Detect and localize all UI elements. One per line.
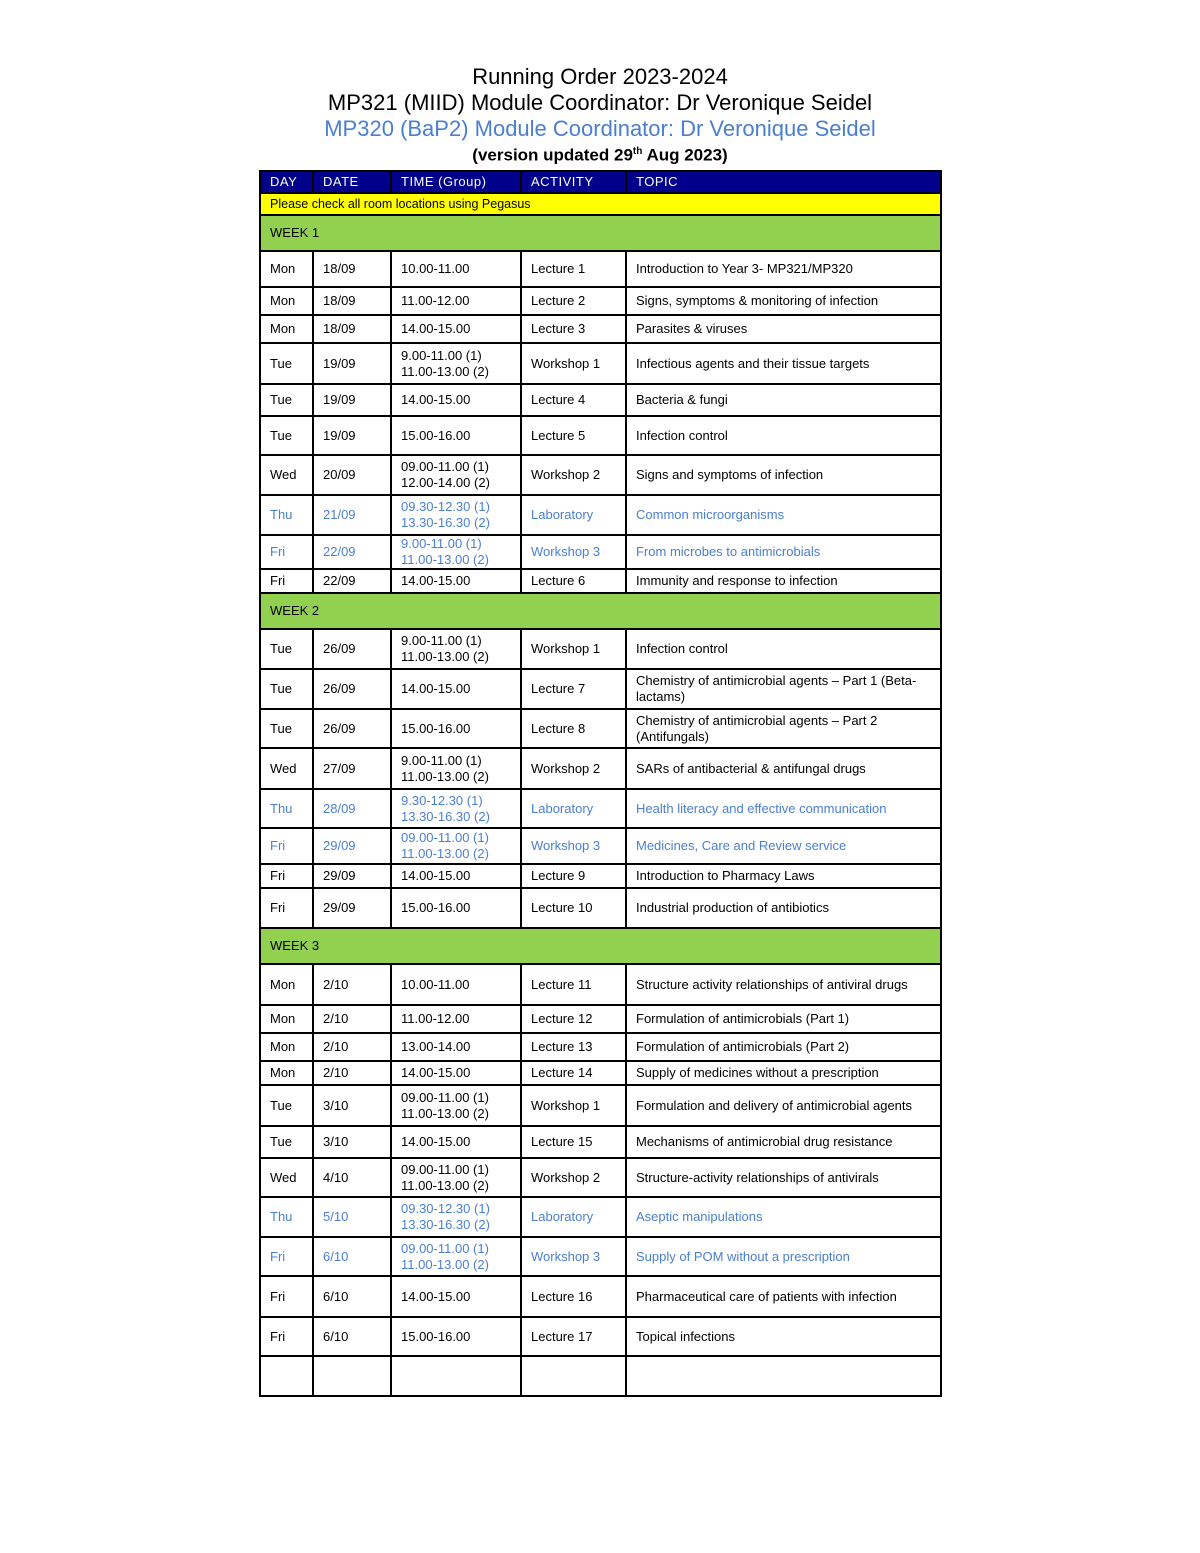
week-row — [260, 593, 941, 629]
topic-cell: Infection control — [626, 629, 941, 669]
time-slot: 13.30-16.30 (2) — [401, 808, 490, 824]
time-cell — [391, 1005, 521, 1033]
day-cell: Fri — [260, 828, 313, 864]
time-slot: 9.00-11.00 (1) — [401, 347, 482, 363]
time-cell — [391, 629, 521, 669]
week-label: WEEK 3 — [260, 928, 941, 964]
topic-cell: Supply of medicines without a prescription — [626, 1061, 941, 1085]
table-row — [260, 1033, 941, 1061]
time-cell — [391, 888, 521, 928]
time-slot: 11.00-12.00 — [401, 293, 470, 308]
activity-cell: Lecture 16 — [521, 1276, 626, 1317]
activity-cell: Lecture 10 — [521, 888, 626, 928]
week-row — [260, 928, 941, 964]
day-cell: Wed — [260, 748, 313, 789]
table-row — [260, 964, 941, 1005]
column-header-topic: TOPIC — [626, 171, 941, 193]
table-row — [260, 495, 941, 535]
empty-cell — [260, 1356, 313, 1396]
time-slot: 9.00-11.00 (1) — [401, 536, 482, 551]
date-cell: 2/10 — [313, 964, 391, 1005]
activity-cell: Workshop 1 — [521, 629, 626, 669]
topic-cell: Structure-activity relationships of antivirals — [626, 1158, 941, 1197]
time-slot: 14.00-15.00 — [401, 1065, 471, 1080]
time-slot: 9.00-11.00 (1) — [401, 633, 482, 648]
day-cell: Fri — [260, 569, 313, 593]
activity-cell: Lecture 1 — [521, 251, 626, 287]
time-cell — [391, 748, 521, 789]
document-title: Running Order 2023-2024 — [472, 64, 728, 89]
time-slot: 15.00-16.00 — [401, 427, 471, 443]
table-row — [260, 535, 941, 569]
time-cell — [391, 1085, 521, 1126]
topic-cell: Formulation and delivery of antimicrobial agents — [626, 1085, 941, 1126]
table-row — [260, 669, 941, 709]
time-slot: 12.00-14.00 (2) — [401, 475, 490, 490]
time-slot: 09.00-11.00 (1) — [401, 459, 489, 474]
topic-cell: Topical infections — [626, 1317, 941, 1356]
table-row — [260, 864, 941, 888]
topic-cell: Structure activity relationships of antiviral drugs — [626, 964, 941, 1005]
topic-cell: Signs and symptoms of infection — [626, 455, 941, 495]
day-cell: Mon — [260, 964, 313, 1005]
activity-cell: Lecture 11 — [521, 964, 626, 1005]
date-cell: 2/10 — [313, 1005, 391, 1033]
time-cell — [391, 455, 521, 495]
time-cell — [391, 416, 521, 455]
day-cell: Thu — [260, 789, 313, 828]
time-slot: 11.00-13.00 (2) — [401, 552, 489, 567]
topic-cell: Parasites & viruses — [626, 315, 941, 343]
column-header-date: DATE — [313, 171, 391, 193]
table-row — [260, 629, 941, 669]
topic-cell: Mechanisms of antimicrobial drug resistance — [626, 1126, 941, 1158]
activity-cell: Lecture 14 — [521, 1061, 626, 1085]
topic-cell: Pharmaceutical care of patients with infection — [626, 1276, 941, 1317]
day-cell: Fri — [260, 864, 313, 888]
topic-cell: Health literacy and effective communication — [626, 789, 941, 828]
activity-cell: Workshop 1 — [521, 343, 626, 384]
activity-cell: Lecture 13 — [521, 1033, 626, 1061]
day-cell: Tue — [260, 629, 313, 669]
date-cell: 19/09 — [313, 384, 391, 416]
date-cell: 19/09 — [313, 416, 391, 455]
date-cell: 18/09 — [313, 287, 391, 315]
time-cell — [391, 1197, 521, 1237]
time-cell — [391, 384, 521, 416]
date-cell: 18/09 — [313, 251, 391, 287]
date-cell: 20/09 — [313, 455, 391, 495]
time-cell — [391, 343, 521, 384]
table-row — [260, 416, 941, 455]
time-cell — [391, 287, 521, 315]
week-label: WEEK 2 — [260, 593, 941, 629]
day-cell: Mon — [260, 1033, 313, 1061]
table-row — [260, 1237, 941, 1276]
time-cell — [391, 1126, 521, 1158]
activity-cell: Workshop 3 — [521, 1237, 626, 1276]
time-slot: 9.30-12.30 (1) — [401, 792, 483, 808]
empty-cell — [313, 1356, 391, 1396]
week-row — [260, 215, 941, 251]
topic-cell: Aseptic manipulations — [626, 1197, 941, 1237]
date-cell: 18/09 — [313, 315, 391, 343]
time-slot: 15.00-16.00 — [401, 1328, 471, 1344]
time-cell — [391, 789, 521, 828]
day-cell: Fri — [260, 888, 313, 928]
table-row — [260, 748, 941, 789]
table-row — [260, 888, 941, 928]
date-cell: 26/09 — [313, 709, 391, 748]
time-slot: 11.00-13.00 (2) — [401, 649, 489, 664]
topic-cell: Industrial production of antibiotics — [626, 888, 941, 928]
mp320-coordinator: MP320 (BaP2) Module Coordinator: Dr Veronique Seidel — [324, 116, 876, 141]
table-row — [260, 1005, 941, 1033]
date-cell: 21/09 — [313, 495, 391, 535]
table-row — [260, 455, 941, 495]
date-cell: 29/09 — [313, 828, 391, 864]
time-cell — [391, 1317, 521, 1356]
time-slot: 13.30-16.30 (2) — [401, 515, 490, 530]
date-cell: 3/10 — [313, 1085, 391, 1126]
table-row — [260, 1085, 941, 1126]
topic-cell: Infectious agents and their tissue targets — [626, 343, 941, 384]
table-row — [260, 315, 941, 343]
day-cell: Fri — [260, 1237, 313, 1276]
activity-cell: Workshop 3 — [521, 828, 626, 864]
day-cell: Mon — [260, 287, 313, 315]
time-slot: 14.00-15.00 — [401, 1134, 471, 1149]
running-order-table — [259, 170, 942, 1397]
time-slot: 14.00-15.00 — [401, 1288, 471, 1304]
empty-cell — [521, 1356, 626, 1396]
time-cell — [391, 1158, 521, 1197]
time-cell — [391, 251, 521, 287]
time-slot: 13.00-14.00 — [401, 1039, 471, 1054]
version-note: (version updated 29th Aug 2023) — [472, 145, 728, 165]
activity-cell: Laboratory — [521, 789, 626, 828]
column-header-time: TIME (Group) — [391, 171, 521, 193]
mp321-coordinator: MP321 (MIID) Module Coordinator: Dr Veronique Seidel — [327, 90, 873, 115]
date-cell: 6/10 — [313, 1237, 391, 1276]
date-cell: 2/10 — [313, 1061, 391, 1085]
topic-cell: Introduction to Pharmacy Laws — [626, 864, 941, 888]
topic-cell: Introduction to Year 3- MP321/MP320 — [626, 251, 941, 287]
day-cell: Wed — [260, 1158, 313, 1197]
date-cell: 5/10 — [313, 1197, 391, 1237]
column-header-activity: ACTIVITY — [521, 171, 626, 193]
topic-cell: From microbes to antimicrobials — [626, 535, 941, 569]
empty-row — [260, 1356, 941, 1396]
time-cell — [391, 964, 521, 1005]
column-header-day: DAY — [260, 171, 313, 193]
activity-cell: Lecture 4 — [521, 384, 626, 416]
table-row — [260, 1158, 941, 1197]
time-slot: 09.00-11.00 (1) — [401, 1240, 489, 1256]
time-slot: 11.00-13.00 (2) — [401, 363, 489, 379]
date-cell: 19/09 — [313, 343, 391, 384]
time-slot: 9.00-11.00 (1) — [401, 752, 482, 768]
time-cell — [391, 1237, 521, 1276]
time-cell — [391, 709, 521, 748]
topic-cell: Infection control — [626, 416, 941, 455]
room-notice: Please check all room locations using Pegasus — [260, 193, 941, 215]
table-row — [260, 1197, 941, 1237]
table-row — [260, 251, 941, 287]
day-cell: Tue — [260, 669, 313, 709]
time-cell — [391, 315, 521, 343]
table-row — [260, 1061, 941, 1085]
time-slot: 09.00-11.00 (1) — [401, 830, 489, 845]
date-cell: 4/10 — [313, 1158, 391, 1197]
date-cell: 26/09 — [313, 629, 391, 669]
date-cell: 3/10 — [313, 1126, 391, 1158]
table-row — [260, 1276, 941, 1317]
table-row — [260, 789, 941, 828]
topic-cell: Bacteria & fungi — [626, 384, 941, 416]
activity-cell: Lecture 3 — [521, 315, 626, 343]
time-cell — [391, 669, 521, 709]
activity-cell: Lecture 5 — [521, 416, 626, 455]
time-slot: 14.00-15.00 — [401, 573, 471, 588]
time-slot: 11.00-13.00 (2) — [401, 1256, 489, 1272]
activity-cell: Laboratory — [521, 1197, 626, 1237]
activity-cell: Lecture 9 — [521, 864, 626, 888]
date-cell: 22/09 — [313, 535, 391, 569]
table-row — [260, 569, 941, 593]
day-cell: Tue — [260, 709, 313, 748]
time-cell — [391, 569, 521, 593]
day-cell: Tue — [260, 416, 313, 455]
empty-cell — [626, 1356, 941, 1396]
time-cell — [391, 1061, 521, 1085]
topic-cell: Signs, symptoms & monitoring of infection — [626, 287, 941, 315]
table-row — [260, 1126, 941, 1158]
day-cell: Mon — [260, 1005, 313, 1033]
day-cell: Tue — [260, 343, 313, 384]
activity-cell: Lecture 17 — [521, 1317, 626, 1356]
time-slot: 09.00-11.00 (1) — [401, 1161, 489, 1177]
date-cell: 29/09 — [313, 888, 391, 928]
day-cell: Tue — [260, 1085, 313, 1126]
activity-cell: Workshop 2 — [521, 455, 626, 495]
time-cell — [391, 1033, 521, 1061]
topic-cell: Supply of POM without a prescription — [626, 1237, 941, 1276]
activity-cell: Workshop 2 — [521, 1158, 626, 1197]
table-row — [260, 384, 941, 416]
topic-cell: Chemistry of antimicrobial agents – Part 2 (Antifungals) — [626, 709, 941, 748]
time-slot: 11.00-13.00 (2) — [401, 1105, 489, 1121]
time-slot: 15.00-16.00 — [401, 900, 471, 915]
time-cell — [391, 828, 521, 864]
time-cell — [391, 864, 521, 888]
room-notice-row — [260, 193, 941, 215]
topic-cell: SARs of antibacterial & antifungal drugs — [626, 748, 941, 789]
table-row — [260, 709, 941, 748]
topic-cell: Immunity and response to infection — [626, 569, 941, 593]
table-row — [260, 287, 941, 315]
day-cell: Fri — [260, 1276, 313, 1317]
activity-cell: Laboratory — [521, 495, 626, 535]
date-cell: 22/09 — [313, 569, 391, 593]
activity-cell: Lecture 6 — [521, 569, 626, 593]
activity-cell: Workshop 1 — [521, 1085, 626, 1126]
day-cell: Thu — [260, 495, 313, 535]
time-slot: 14.00-15.00 — [401, 681, 471, 696]
time-slot: 10.00-11.00 — [401, 261, 470, 276]
time-slot: 10.00-11.00 — [401, 976, 470, 992]
activity-cell: Lecture 12 — [521, 1005, 626, 1033]
date-cell: 2/10 — [313, 1033, 391, 1061]
topic-cell: Formulation of antimicrobials (Part 2) — [626, 1033, 941, 1061]
time-slot: 09.30-12.30 (1) — [401, 1201, 490, 1216]
activity-cell: Lecture 15 — [521, 1126, 626, 1158]
topic-cell: Formulation of antimicrobials (Part 1) — [626, 1005, 941, 1033]
activity-cell: Workshop 2 — [521, 748, 626, 789]
topic-cell: Chemistry of antimicrobial agents – Part 1 (Beta-lactams) — [626, 669, 941, 709]
day-cell: Wed — [260, 455, 313, 495]
time-cell — [391, 495, 521, 535]
week-label: WEEK 1 — [260, 215, 941, 251]
table-row — [260, 1317, 941, 1356]
date-cell: 29/09 — [313, 864, 391, 888]
time-slot: 11.00-13.00 (2) — [401, 1177, 489, 1193]
activity-cell: Lecture 8 — [521, 709, 626, 748]
time-slot: 09.00-11.00 (1) — [401, 1089, 489, 1105]
date-cell: 26/09 — [313, 669, 391, 709]
time-slot: 14.00-15.00 — [401, 868, 471, 883]
empty-cell — [391, 1356, 521, 1396]
date-cell: 6/10 — [313, 1276, 391, 1317]
time-slot: 15.00-16.00 — [401, 720, 471, 736]
day-cell: Thu — [260, 1197, 313, 1237]
time-slot: 14.00-15.00 — [401, 321, 471, 336]
time-slot: 13.30-16.30 (2) — [401, 1217, 490, 1232]
time-slot: 09.30-12.30 (1) — [401, 499, 490, 514]
table-row — [260, 343, 941, 384]
day-cell: Mon — [260, 315, 313, 343]
day-cell: Mon — [260, 251, 313, 287]
date-cell: 28/09 — [313, 789, 391, 828]
date-cell: 27/09 — [313, 748, 391, 789]
day-cell: Tue — [260, 384, 313, 416]
day-cell: Tue — [260, 1126, 313, 1158]
topic-cell: Common microorganisms — [626, 495, 941, 535]
time-cell — [391, 1276, 521, 1317]
activity-cell: Lecture 2 — [521, 287, 626, 315]
table-header-row — [260, 171, 941, 193]
activity-cell: Lecture 7 — [521, 669, 626, 709]
day-cell: Fri — [260, 535, 313, 569]
day-cell: Mon — [260, 1061, 313, 1085]
time-slot: 11.00-12.00 — [401, 1011, 470, 1026]
date-cell: 6/10 — [313, 1317, 391, 1356]
time-slot: 11.00-13.00 (2) — [401, 846, 489, 861]
topic-cell: Medicines, Care and Review service — [626, 828, 941, 864]
table-row — [260, 828, 941, 864]
day-cell: Fri — [260, 1317, 313, 1356]
activity-cell: Workshop 3 — [521, 535, 626, 569]
time-slot: 11.00-13.00 (2) — [401, 768, 489, 784]
time-cell — [391, 535, 521, 569]
time-slot: 14.00-15.00 — [401, 392, 471, 407]
